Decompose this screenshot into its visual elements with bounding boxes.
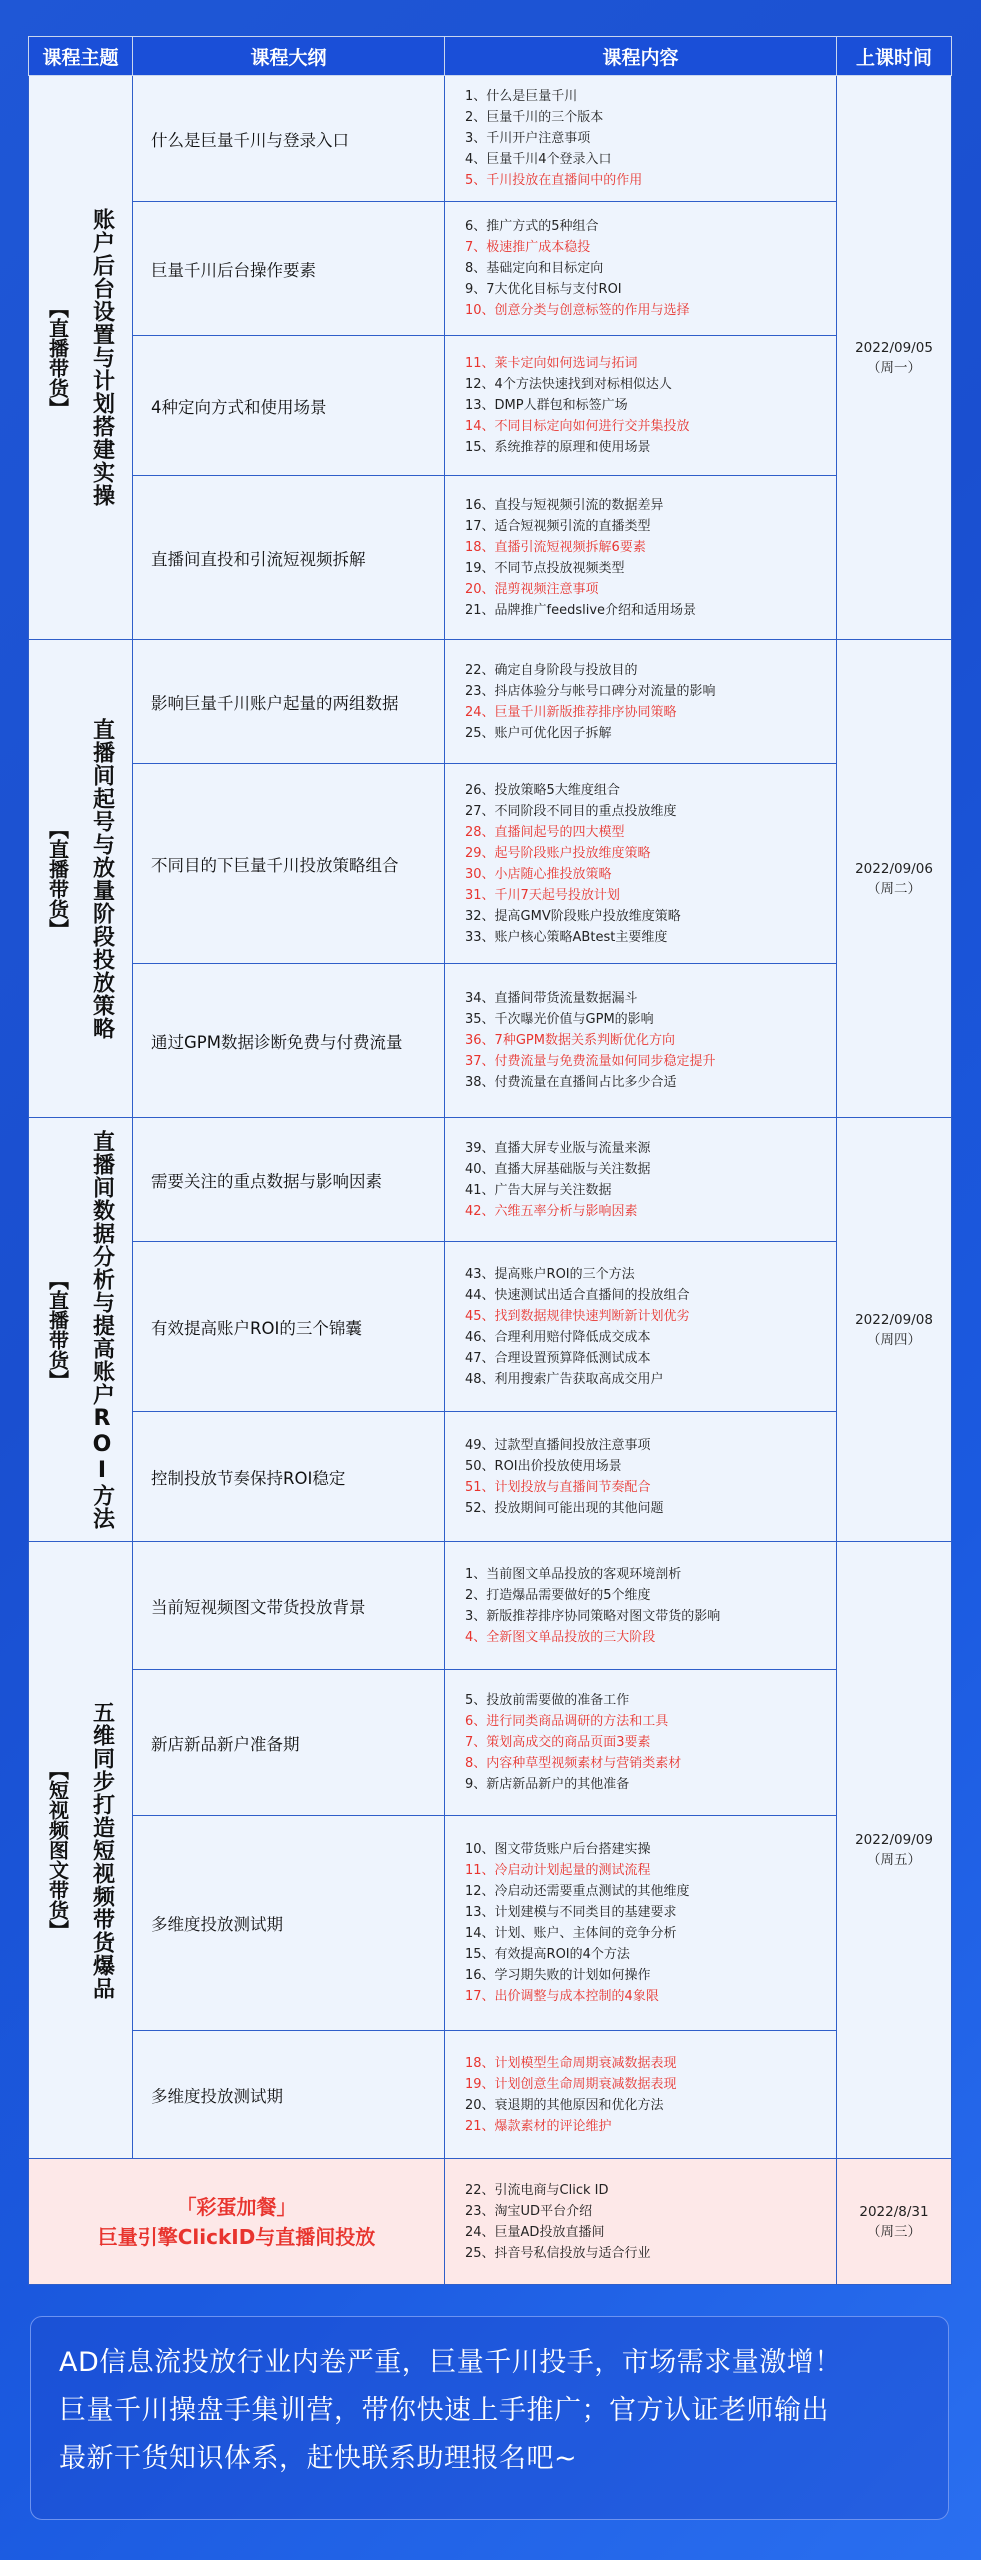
table-row [29, 640, 952, 764]
content-item: 8、基础定向和目标定向 [465, 261, 604, 276]
theme-sub: 【短视频图文带货】 [45, 1760, 70, 1940]
content-item: 47、合理设置预算降低测试成本 [465, 1350, 651, 1366]
outline-cell: 新店新品新户准备期 [133, 1670, 445, 1816]
content-item: 4、全新图文单品投放的三大阶段 [465, 1629, 656, 1645]
outline-cell: 需要关注的重点数据与影响因素 [133, 1118, 445, 1242]
content-item: 50、ROI出价投放使用场景 [465, 1458, 622, 1474]
table-row [29, 1670, 952, 1816]
content-cell [445, 1816, 837, 2031]
content-item: 3、千川开户注意事项 [465, 131, 591, 146]
content-item: 40、直播大屏基础版与关注数据 [465, 1161, 651, 1177]
class-weekday: （周五） [867, 1852, 921, 1868]
content-item: 1、当前图文单品投放的客观环境剖析 [465, 1566, 682, 1582]
content-cell [445, 336, 837, 476]
theme-text [29, 718, 132, 1040]
class-weekday: （周四） [867, 1331, 921, 1348]
content-item: 24、巨量AD投放直播间 [465, 2224, 605, 2240]
content-item: 37、付费流量与免费流量如何同步稳定提升 [465, 1054, 716, 1069]
table-row [29, 1542, 952, 1670]
outline-cell: 通过GPM数据诊断免费与付费流量 [133, 964, 445, 1118]
course-table-body [29, 76, 952, 2285]
content-item: 46、合理利用赔付降低成交成本 [465, 1329, 651, 1345]
content-cell [445, 1412, 837, 1542]
content-item: 43、提高账户ROI的三个方法 [465, 1266, 635, 1282]
content-cell [445, 1542, 837, 1670]
content-item: 25、抖音号私信投放与适合行业 [465, 2245, 651, 2261]
content-item: 36、7种GPM数据关系判断优化方向 [465, 1033, 675, 1048]
content-item: 6、推广方式的5种组合 [465, 219, 599, 234]
content-item: 5、投放前需要做的准备工作 [465, 1693, 630, 1708]
class-date: 2022/8/31 [859, 2203, 929, 2220]
content-item: 31、千川7天起号投放计划 [465, 887, 620, 903]
bonus-title-cell [29, 2159, 445, 2285]
course-table [28, 36, 952, 2285]
theme-sub: 【直播带货】 [45, 818, 70, 939]
time-cell [837, 1118, 952, 1542]
content-cell [445, 964, 837, 1118]
content-item: 2、打造爆品需要做好的5个维度 [465, 1587, 651, 1603]
content-item: 34、直播间带货流量数据漏斗 [465, 991, 638, 1006]
class-date: 2022/09/06 [855, 860, 933, 877]
header-outline: 课程大纲 [133, 37, 445, 76]
content-item: 23、抖店体验分与帐号口碑分对流量的影响 [465, 683, 716, 699]
class-weekday: （周三） [867, 2223, 921, 2240]
time-cell [837, 2159, 952, 2285]
content-item: 26、投放策略5大维度组合 [465, 782, 620, 798]
content-item: 11、莱卡定向如何选词与拓词 [465, 356, 638, 371]
bonus-line-2: 巨量引擎ClickID与直播间投放 [97, 2224, 376, 2249]
content-item: 22、引流电商与Click ID [465, 2182, 609, 2198]
content-item: 18、计划模型生命周期衰减数据表现 [465, 2055, 677, 2071]
content-cell [445, 1118, 837, 1242]
time-cell [837, 640, 952, 1118]
header-time: 上课时间 [837, 37, 952, 76]
content-item: 20、混剪视频注意事项 [465, 581, 599, 597]
content-item: 5、千川投放在直播间中的作用 [465, 173, 643, 188]
content-item: 16、学习期失败的计划如何操作 [465, 1968, 651, 1983]
course-schedule [28, 36, 951, 2285]
content-cell [445, 764, 837, 964]
content-item: 18、直播引流短视频拆解6要素 [465, 539, 646, 555]
outline-cell: 多维度投放测试期 [133, 1816, 445, 2031]
promo-notice [30, 2316, 949, 2520]
table-row [29, 964, 952, 1118]
table-row [29, 764, 952, 964]
content-item: 28、直播间起号的四大模型 [465, 824, 625, 840]
content-item: 42、六维五率分析与影响因素 [465, 1203, 638, 1219]
content-item: 49、过款型直播间投放注意事项 [465, 1437, 651, 1453]
theme-cell [29, 1542, 133, 2159]
theme-main: 五维同步打造短视频带货爆品 [89, 1700, 115, 2000]
content-item: 9、新店新品新户的其他准备 [465, 1777, 630, 1792]
table-row [29, 2031, 952, 2159]
time-cell [837, 76, 952, 640]
content-item: 7、策划高成交的商品页面3要素 [465, 1735, 651, 1750]
content-item: 12、冷启动还需要重点测试的其他维度 [465, 1884, 690, 1899]
outline-cell: 巨量千川后台操作要素 [133, 202, 445, 336]
content-cell [445, 476, 837, 640]
content-item: 8、内容种草型视频素材与营销类素材 [465, 1756, 682, 1771]
content-item: 11、冷启动计划起量的测试流程 [465, 1863, 651, 1878]
content-item: 38、付费流量在直播间占比多少合适 [465, 1075, 677, 1090]
content-item: 32、提高GMV阶段账户投放维度策略 [465, 908, 681, 924]
notice-line-1: AD信息流投放行业内卷严重，巨量千川投手，市场需求量激增！ [59, 2347, 842, 2378]
content-item: 44、快速测试出适合直播间的投放组合 [465, 1287, 690, 1303]
table-row [29, 76, 952, 202]
content-item: 27、不同阶段不同目的重点投放维度 [465, 803, 677, 819]
content-item: 51、计划投放与直播间节奏配合 [465, 1479, 651, 1495]
content-cell [445, 2159, 837, 2285]
outline-cell: 多维度投放测试期 [133, 2031, 445, 2159]
class-date: 2022/09/09 [855, 1832, 933, 1848]
content-item: 15、系统推荐的原理和使用场景 [465, 440, 651, 455]
content-item: 45、找到数据规律快速判断新计划优劣 [465, 1308, 690, 1324]
content-item: 2、巨量千川的三个版本 [465, 110, 604, 125]
class-date: 2022/09/08 [855, 1311, 933, 1328]
content-item: 25、账户可优化因子拆解 [465, 725, 612, 741]
theme-sub: 【直播带货】 [45, 297, 70, 418]
class-weekday: （周一） [867, 359, 921, 376]
class-weekday: （周二） [867, 880, 921, 897]
content-item: 14、计划、账户、主体间的竞争分析 [465, 1926, 677, 1941]
content-cell [445, 2031, 837, 2159]
content-item: 12、4个方法快速找到对标相似达人 [465, 377, 672, 392]
content-item: 17、出价调整与成本控制的4象限 [465, 1989, 659, 2004]
class-date: 2022/09/05 [855, 339, 933, 356]
content-item: 10、图文带货账户后台搭建实操 [465, 1842, 651, 1857]
content-item: 41、广告大屏与关注数据 [465, 1182, 612, 1198]
notice-line-2: 巨量千川操盘手集训营，带你快速上手推广；官方认证老师输出 [59, 2395, 829, 2426]
header-theme: 课程主题 [29, 37, 133, 76]
content-item: 13、计划建模与不同类目的基建要求 [465, 1905, 677, 1920]
content-item: 35、千次曝光价值与GPM的影响 [465, 1012, 654, 1027]
content-item: 19、计划创意生命周期衰减数据表现 [465, 2076, 677, 2092]
content-cell [445, 1670, 837, 1816]
content-item: 15、有效提高ROI的4个方法 [465, 1947, 630, 1962]
content-item: 29、起号阶段账户投放维度策略 [465, 845, 651, 861]
content-item: 10、创意分类与创意标签的作用与选择 [465, 303, 690, 318]
table-row [29, 1242, 952, 1412]
theme-cell [29, 640, 133, 1118]
content-item: 14、不同目标定向如何进行交并集投放 [465, 419, 690, 434]
content-item: 48、利用搜索广告获取高成交用户 [465, 1371, 664, 1387]
content-cell [445, 1242, 837, 1412]
outline-cell: 4种定向方式和使用场景 [133, 336, 445, 476]
theme-text [29, 1701, 132, 2000]
content-item: 21、爆款素材的评论维护 [465, 2118, 612, 2134]
content-cell [445, 640, 837, 764]
content-item: 24、巨量千川新版推荐排序协同策略 [465, 704, 677, 720]
theme-main: 直播间起号与放量阶段投放策略 [89, 717, 115, 1040]
theme-text [29, 208, 132, 507]
bonus-line-1: 「彩蛋加餐」 [176, 2194, 297, 2219]
content-item: 52、投放期间可能出现的其他问题 [465, 1500, 664, 1516]
theme-main: 直播间数据分析与提高账户ROI方法 [89, 1129, 115, 1530]
table-row [29, 1412, 952, 1542]
table-row [29, 336, 952, 476]
content-item: 39、直播大屏专业版与流量来源 [465, 1140, 651, 1156]
table-header-row [29, 37, 952, 76]
theme-text [29, 1130, 132, 1530]
outline-cell: 有效提高账户ROI的三个锦囊 [133, 1242, 445, 1412]
content-item: 33、账户核心策略ABtest主要维度 [465, 929, 668, 945]
content-item: 3、新版推荐排序协同策略对图文带货的影响 [465, 1608, 721, 1624]
content-item: 6、进行同类商品调研的方法和工具 [465, 1714, 669, 1729]
time-cell [837, 1542, 952, 2159]
content-item: 16、直投与短视频引流的数据差异 [465, 497, 664, 513]
table-row [29, 202, 952, 336]
content-item: 19、不同节点投放视频类型 [465, 560, 625, 576]
table-row [29, 476, 952, 640]
header-content: 课程内容 [445, 37, 837, 76]
content-cell [445, 202, 837, 336]
content-item: 7、极速推广成本稳投 [465, 240, 591, 255]
bonus-row [29, 2159, 952, 2285]
theme-main: 账户后台设置与计划搭建实操 [89, 208, 115, 507]
table-row [29, 1118, 952, 1242]
outline-cell: 影响巨量千川账户起量的两组数据 [133, 640, 445, 764]
outline-cell: 什么是巨量千川与登录入口 [133, 76, 445, 202]
content-item: 21、品牌推广feedslive介绍和适用场景 [465, 602, 697, 618]
outline-cell: 控制投放节奏保持ROI稳定 [133, 1412, 445, 1542]
outline-cell: 不同目的下巨量千川投放策略组合 [133, 764, 445, 964]
theme-cell [29, 76, 133, 640]
table-row [29, 1816, 952, 2031]
content-cell [445, 76, 837, 202]
content-item: 23、淘宝UD平台介绍 [465, 2203, 593, 2219]
content-item: 22、确定自身阶段与投放目的 [465, 662, 638, 678]
theme-cell [29, 1118, 133, 1542]
content-item: 1、什么是巨量千川 [465, 89, 578, 104]
content-item: 20、衰退期的其他原因和优化方法 [465, 2097, 664, 2113]
outline-cell: 直播间直投和引流短视频拆解 [133, 476, 445, 640]
content-item: 17、适合短视频引流的直播类型 [465, 518, 651, 534]
content-item: 9、7大优化目标与支付ROI [465, 282, 622, 297]
notice-line-3: 最新干货知识体系，赶快联系助理报名吧~ [59, 2443, 578, 2474]
content-item: 30、小店随心推投放策略 [465, 866, 612, 882]
content-item: 13、DMP人群包和标签广场 [465, 398, 628, 413]
outline-cell: 当前短视频图文带货投放背景 [133, 1542, 445, 1670]
theme-sub: 【直播带货】 [45, 1269, 70, 1390]
content-item: 4、巨量千川4个登录入口 [465, 152, 612, 167]
